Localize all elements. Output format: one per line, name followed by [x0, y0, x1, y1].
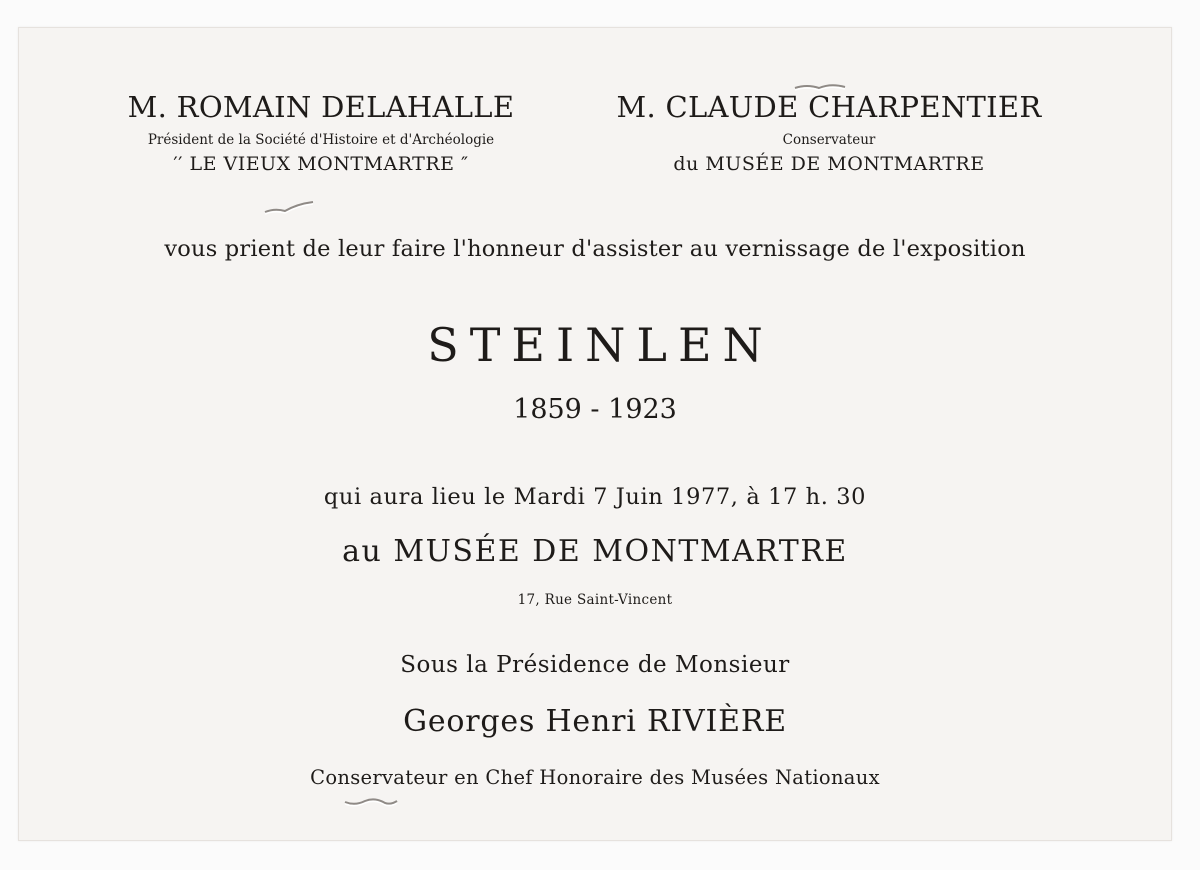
presidency-intro: Sous la Présidence de Monsieur: [400, 652, 790, 678]
host-right-role: Conservateur: [782, 132, 876, 148]
card-slit-mark: [261, 198, 321, 218]
host-left-name: M. ROMAIN DELAHALLE: [127, 90, 515, 124]
invitation-text: vous prient de leur faire l'honneur d'assister au vernissage de l'exposition: [164, 236, 1026, 262]
host-right-name: M. CLAUDE CHARPENTIER: [616, 90, 1042, 124]
event-address: 17, Rue Saint-Vincent: [517, 592, 673, 608]
event-date-time: qui aura lieu le Mardi 7 Juin 1977, à 17 h. 30: [323, 484, 867, 510]
host-right: [597, 90, 1061, 176]
president-title: Conservateur en Chef Honoraire des Musées Nationaux: [310, 766, 880, 789]
exhibition-years: 1859 - 1923: [513, 394, 677, 425]
host-left-role: Président de la Société d'Histoire et d'Archéologie: [147, 132, 495, 148]
invitation-card: [18, 27, 1172, 841]
exhibition-artist: STEINLEN: [427, 318, 774, 372]
host-right-organization: du MUSÉE DE MONTMARTRE: [673, 153, 985, 175]
event-venue: au MUSÉE DE MONTMARTRE: [342, 534, 848, 569]
host-left-organization: ′′ LE VIEUX MONTMARTRE ″: [173, 153, 469, 175]
card-slit-mark: [341, 790, 401, 810]
host-left: [99, 90, 543, 176]
president-name: Georges Henri RIVIÈRE: [403, 704, 787, 739]
